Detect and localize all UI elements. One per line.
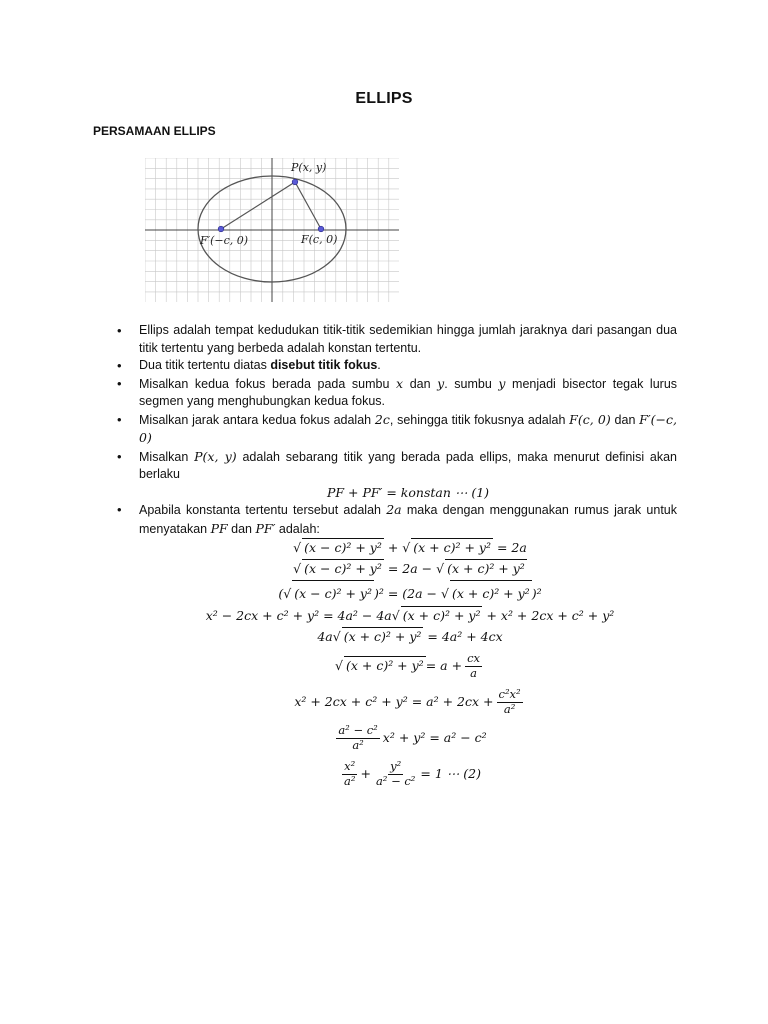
list-item: • Ellips adalah tempat kedudukan titik-titik sedemikian hingga jumlah jaraknya dari pasangan dua titik tertentu yang berbeda adalah konstan tertentu. xyxy=(117,322,677,357)
derivation-step: x² − 2cx + c² + y² = 4a² − 4a√ (x + c)² + y² + x² + 2cx + c² + y² xyxy=(140,606,680,627)
fraction: $\frac{\text{x²}}{\text{a²}}$ xyxy=(344,758,356,788)
focus-f-prime xyxy=(218,226,224,232)
derivation-step: x² + 2cx + c² + y² = a² + 2cx + $\frac{\text{c²x²}}{\text{a²}}$ xyxy=(294,686,521,716)
fraction: $\frac{cx}{a}$ xyxy=(467,650,480,680)
derivation-step: 4a√ (x + c)² + y² = 4a² + 4cx xyxy=(140,627,680,648)
fraction: $\frac{\text{y²}}{\text{a² − c²}}$ xyxy=(375,758,416,788)
derivation-step: $\frac{\text{a² − c²}}{\text{a²}}$ x² + y² = a² − c² xyxy=(338,722,487,752)
fraction: $\frac{\text{c²x²}}{\text{a²}}$ xyxy=(498,686,521,716)
derivation-step: √ (x − c)² + y² = 2a − √ (x + c)² + y² xyxy=(140,559,680,580)
list-item: • Apabila konstanta tertentu tersebut adalah 2a maka dengan menggunakan rumus jarak untuk menyatakan PF dan PF′ adalah: xyxy=(117,501,677,538)
point-p xyxy=(292,179,298,185)
ellipse-diagram xyxy=(145,158,399,302)
derivation-step: √ (x − c)² + y² + √ (x + c)² + y² = 2a xyxy=(140,538,680,559)
fraction: $\frac{\text{a² − c²}}{\text{a²}}$ xyxy=(338,722,378,752)
derivation-block xyxy=(140,538,680,792)
list-item: • Misalkan P(x, y) adalah sebarang titik yang berada pada ellips, maka menurut definisi akan berlaku PF + PF′ = konstan ⋯ (1) xyxy=(117,448,677,502)
page-title: ELLIPS xyxy=(355,90,413,107)
focus-f xyxy=(318,226,324,232)
list-item: • Misalkan kedua fokus berada pada sumbu x dan y. sumbu y menjadi bisector tegak lurus segmen yang menghubungkan kedua fokus. xyxy=(117,375,677,411)
label-focus-f-prime: F′(−c, 0) xyxy=(200,234,249,247)
bullet-list xyxy=(117,322,677,538)
ellipse-figure xyxy=(145,158,399,302)
equation-1: PF + PF′ = konstan ⋯ (1) xyxy=(326,484,490,500)
list-item: • Dua titik tertentu diatas disebut titik fokus. xyxy=(117,357,677,375)
label-point-p: P(x, y) xyxy=(291,161,327,174)
equation-2: $\frac{\text{x²}}{\text{a²}}$ + $\frac{\text{y²}}{\text{a² − c²}}$ = 1 ⋯ (2) xyxy=(344,758,481,788)
label-focus-f: F(c, 0) xyxy=(301,233,338,246)
derivation-step: (√ (x − c)² + y² )² = (2a − √ (x + c)² + y² )² xyxy=(140,580,680,606)
list-item: • Misalkan jarak antara kedua fokus adalah 2c, sehingga titik fokusnya adalah F(c, 0) dan F′(−c, 0) xyxy=(117,411,677,448)
section-heading: PERSAMAAN ELLIPS xyxy=(93,124,216,138)
derivation-step: √ (x + c)² + y² = a + $\frac{cx}{a}$ xyxy=(335,650,480,680)
